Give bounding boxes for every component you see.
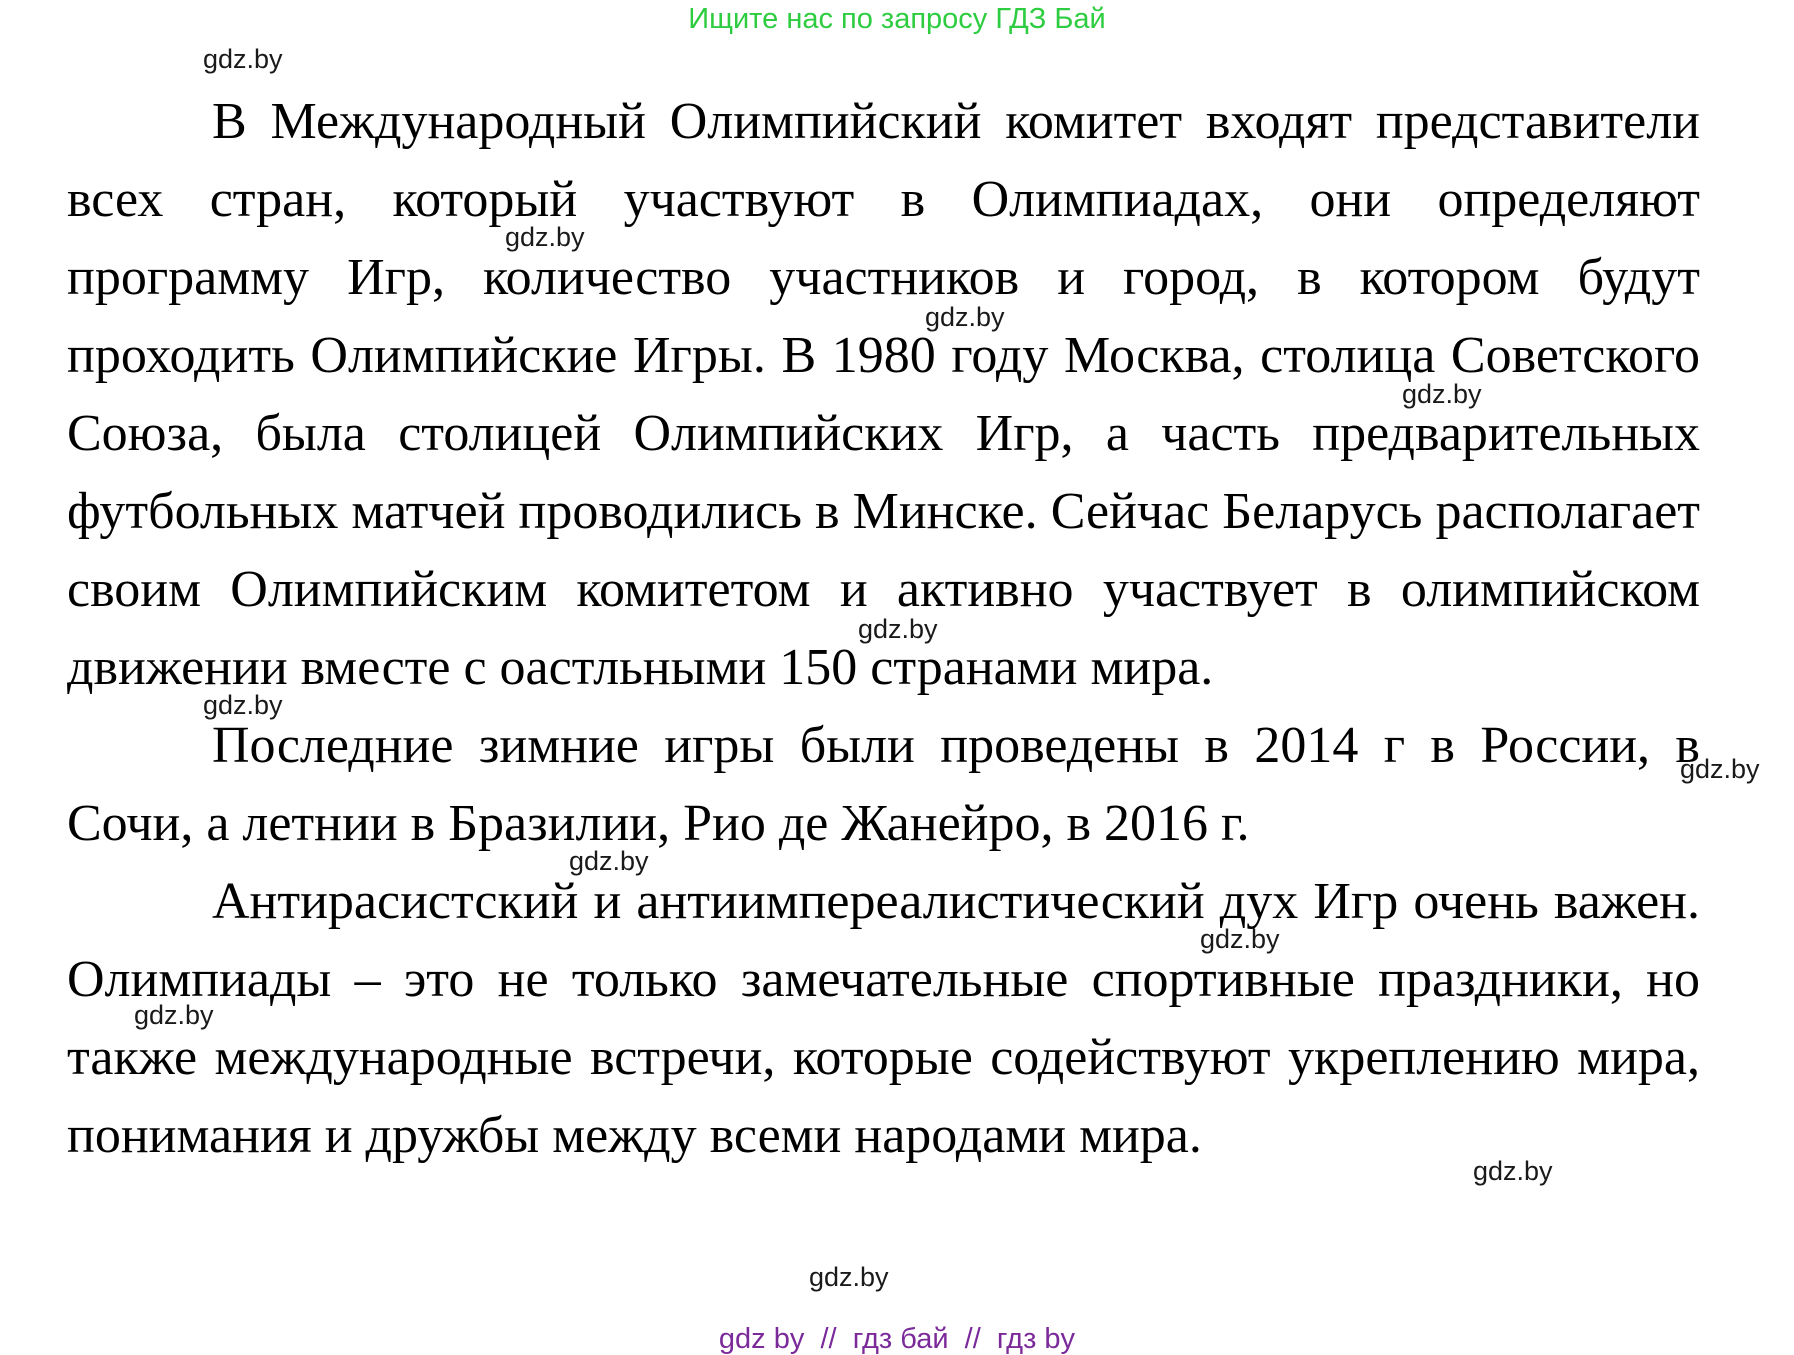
watermark: gdz.by <box>505 222 585 252</box>
watermark: gdz.by <box>134 1000 214 1030</box>
watermark: gdz.by <box>1680 754 1760 784</box>
site-search-hint: Ищите нас по запросу ГДЗ Бай <box>688 3 1106 35</box>
paragraph-recent-games: Последние зимние игры были проведены в 2014 г в России, в Сочи, а летнии в Бразилии, Рио де Жанейро, в 2016 г. <box>67 717 1700 852</box>
site-footer-links: gdz by // гдз бай // гдз by <box>718 1323 1076 1355</box>
watermark: gdz.by <box>925 302 1005 332</box>
watermark: gdz.by <box>809 1262 889 1292</box>
watermark: gdz.by <box>203 690 283 720</box>
paragraph-spirit-of-games: Антирасистский и антиимпереалистический дух Игр очень важен. Олимпиады – это не только замечательные спортивные праздники, но также международные встречи, которые содействуют укреплению мира, понимания и дружбы между всеми народами мира. <box>67 873 1700 1164</box>
watermark: gdz.by <box>1402 379 1482 409</box>
paragraph-olympic-committee: В Международный Олимпийский комитет входят представители всех стран, который участвуют в Олимпиадах, они определяют программу Игр, количество участников и город, в котором будут проходить Олимпийские Игры. В 1980 году Москва, столица Советского Союза, была столицей Олимпийских Игр, а часть предварительных футбольных матчей проводились в Минске. Сейчас Беларусь располагает своим Олимпийским комитетом и активно участвует в олимпийском движении вместе с оастльными 150 странами мира. <box>67 93 1700 696</box>
watermark: gdz.by <box>858 614 938 644</box>
watermark: gdz.by <box>569 846 649 876</box>
watermark: gdz.by <box>1473 1156 1553 1186</box>
watermark: gdz.by <box>1200 924 1280 954</box>
watermark: gdz.by <box>203 44 283 74</box>
